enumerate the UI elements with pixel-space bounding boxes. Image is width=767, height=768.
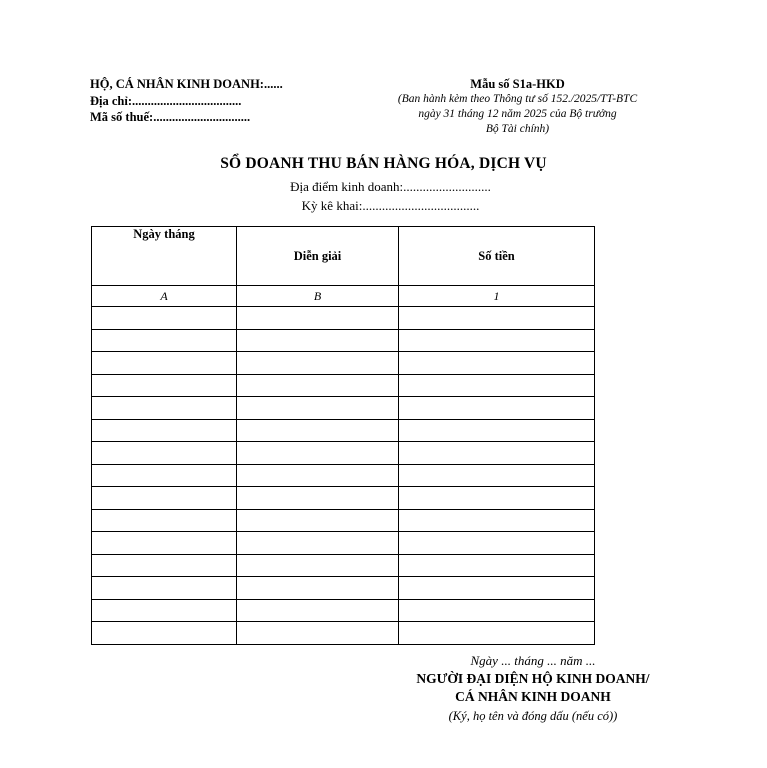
tax-code-label: Mã số thuế:............................... bbox=[90, 110, 251, 124]
signature-date-line: Ngày ... tháng ... năm ... bbox=[470, 653, 596, 668]
table-row[interactable] bbox=[92, 374, 595, 397]
table-cell[interactable] bbox=[237, 599, 399, 622]
column-code-amount: 1 bbox=[399, 286, 595, 307]
table-cell[interactable] bbox=[399, 374, 595, 397]
column-code-date: A bbox=[92, 286, 237, 307]
table-cell[interactable] bbox=[237, 532, 399, 555]
table-cell[interactable] bbox=[399, 419, 595, 442]
table-row[interactable] bbox=[92, 622, 595, 645]
table-cell[interactable] bbox=[399, 487, 595, 510]
table-row[interactable] bbox=[92, 509, 595, 532]
table-cell[interactable] bbox=[92, 442, 237, 465]
table-cell[interactable] bbox=[237, 352, 399, 375]
table-cell[interactable] bbox=[399, 622, 595, 645]
table-cell[interactable] bbox=[92, 487, 237, 510]
column-header-description: Diễn giải bbox=[237, 227, 399, 286]
table-cell[interactable] bbox=[92, 352, 237, 375]
table-cell[interactable] bbox=[237, 464, 399, 487]
table-cell[interactable] bbox=[237, 442, 399, 465]
table-cell[interactable] bbox=[237, 374, 399, 397]
address-label: Địa chỉ:................................... bbox=[90, 93, 242, 108]
document-header bbox=[0, 76, 767, 144]
table-row[interactable] bbox=[92, 599, 595, 622]
table-row[interactable] bbox=[92, 329, 595, 352]
table-cell[interactable] bbox=[237, 397, 399, 420]
table-row[interactable] bbox=[92, 577, 595, 600]
form-reference-block bbox=[355, 76, 680, 137]
table-cell[interactable] bbox=[399, 554, 595, 577]
table-cell[interactable] bbox=[237, 307, 399, 330]
table-cell[interactable] bbox=[92, 374, 237, 397]
business-name-label: HỘ, CÁ NHÂN KINH DOANH:...... bbox=[90, 77, 283, 91]
table-cell[interactable] bbox=[92, 599, 237, 622]
table-column-code-row bbox=[92, 286, 595, 307]
table-cell[interactable] bbox=[399, 577, 595, 600]
table-cell[interactable] bbox=[237, 487, 399, 510]
signer-role-line-1: NGƯỜI ĐẠI DIỆN HỘ KINH DOANH/ bbox=[416, 671, 650, 686]
table-cell[interactable] bbox=[237, 509, 399, 532]
table-cell[interactable] bbox=[399, 509, 595, 532]
circular-line-1: (Ban hành kèm theo Thông tư số 152./2025/TT-BTC bbox=[397, 93, 638, 105]
table-cell[interactable] bbox=[92, 307, 237, 330]
column-header-amount: Số tiền bbox=[399, 227, 595, 286]
table-cell[interactable] bbox=[399, 329, 595, 352]
title-subfields bbox=[0, 177, 767, 215]
table-cell[interactable] bbox=[92, 622, 237, 645]
table-cell[interactable] bbox=[399, 397, 595, 420]
table-cell[interactable] bbox=[237, 622, 399, 645]
table-row[interactable] bbox=[92, 307, 595, 330]
circular-line-3: Bộ Tài chính) bbox=[485, 123, 550, 135]
signer-role-line-2: CÁ NHÂN KINH DOANH bbox=[455, 689, 611, 704]
table-cell[interactable] bbox=[237, 329, 399, 352]
table-row[interactable] bbox=[92, 352, 595, 375]
column-code-description: B bbox=[237, 286, 399, 307]
business-identity-block bbox=[90, 76, 390, 126]
table-cell[interactable] bbox=[399, 442, 595, 465]
signature-instruction: (Ký, họ tên và đóng dấu (nếu có)) bbox=[448, 709, 618, 723]
business-location-field: Địa điểm kinh doanh:........................... bbox=[290, 179, 491, 194]
circular-line-2: ngày 31 tháng 12 năm 2025 của Bộ trưởng bbox=[418, 108, 617, 120]
table-cell[interactable] bbox=[237, 419, 399, 442]
table-cell[interactable] bbox=[399, 464, 595, 487]
table-cell[interactable] bbox=[237, 577, 399, 600]
table-cell[interactable] bbox=[92, 419, 237, 442]
form-number: Mẫu số S1a-HKD bbox=[470, 77, 565, 91]
table-cell[interactable] bbox=[92, 397, 237, 420]
revenue-ledger-table bbox=[91, 226, 595, 645]
table-cell[interactable] bbox=[399, 352, 595, 375]
table-row[interactable] bbox=[92, 397, 595, 420]
column-header-date: Ngày tháng bbox=[92, 227, 237, 286]
table-row[interactable] bbox=[92, 532, 595, 555]
table-row[interactable] bbox=[92, 487, 595, 510]
title-block bbox=[0, 154, 767, 215]
table-row[interactable] bbox=[92, 419, 595, 442]
table-row[interactable] bbox=[92, 442, 595, 465]
page-title: SỔ DOANH THU BÁN HÀNG HÓA, DỊCH VỤ bbox=[220, 155, 547, 172]
table-cell[interactable] bbox=[237, 554, 399, 577]
table-cell[interactable] bbox=[399, 599, 595, 622]
signature-block bbox=[383, 652, 683, 725]
table-cell[interactable] bbox=[92, 554, 237, 577]
table-cell[interactable] bbox=[92, 532, 237, 555]
table-cell[interactable] bbox=[92, 509, 237, 532]
table-body bbox=[92, 307, 595, 645]
table-header-row bbox=[92, 227, 595, 286]
table-row[interactable] bbox=[92, 464, 595, 487]
declaration-period-field: Kỳ kê khai:.................................... bbox=[301, 198, 480, 213]
table-cell[interactable] bbox=[399, 307, 595, 330]
table-cell[interactable] bbox=[399, 532, 595, 555]
table-cell[interactable] bbox=[92, 464, 237, 487]
table-row[interactable] bbox=[92, 554, 595, 577]
table-cell[interactable] bbox=[92, 329, 237, 352]
table-cell[interactable] bbox=[92, 577, 237, 600]
